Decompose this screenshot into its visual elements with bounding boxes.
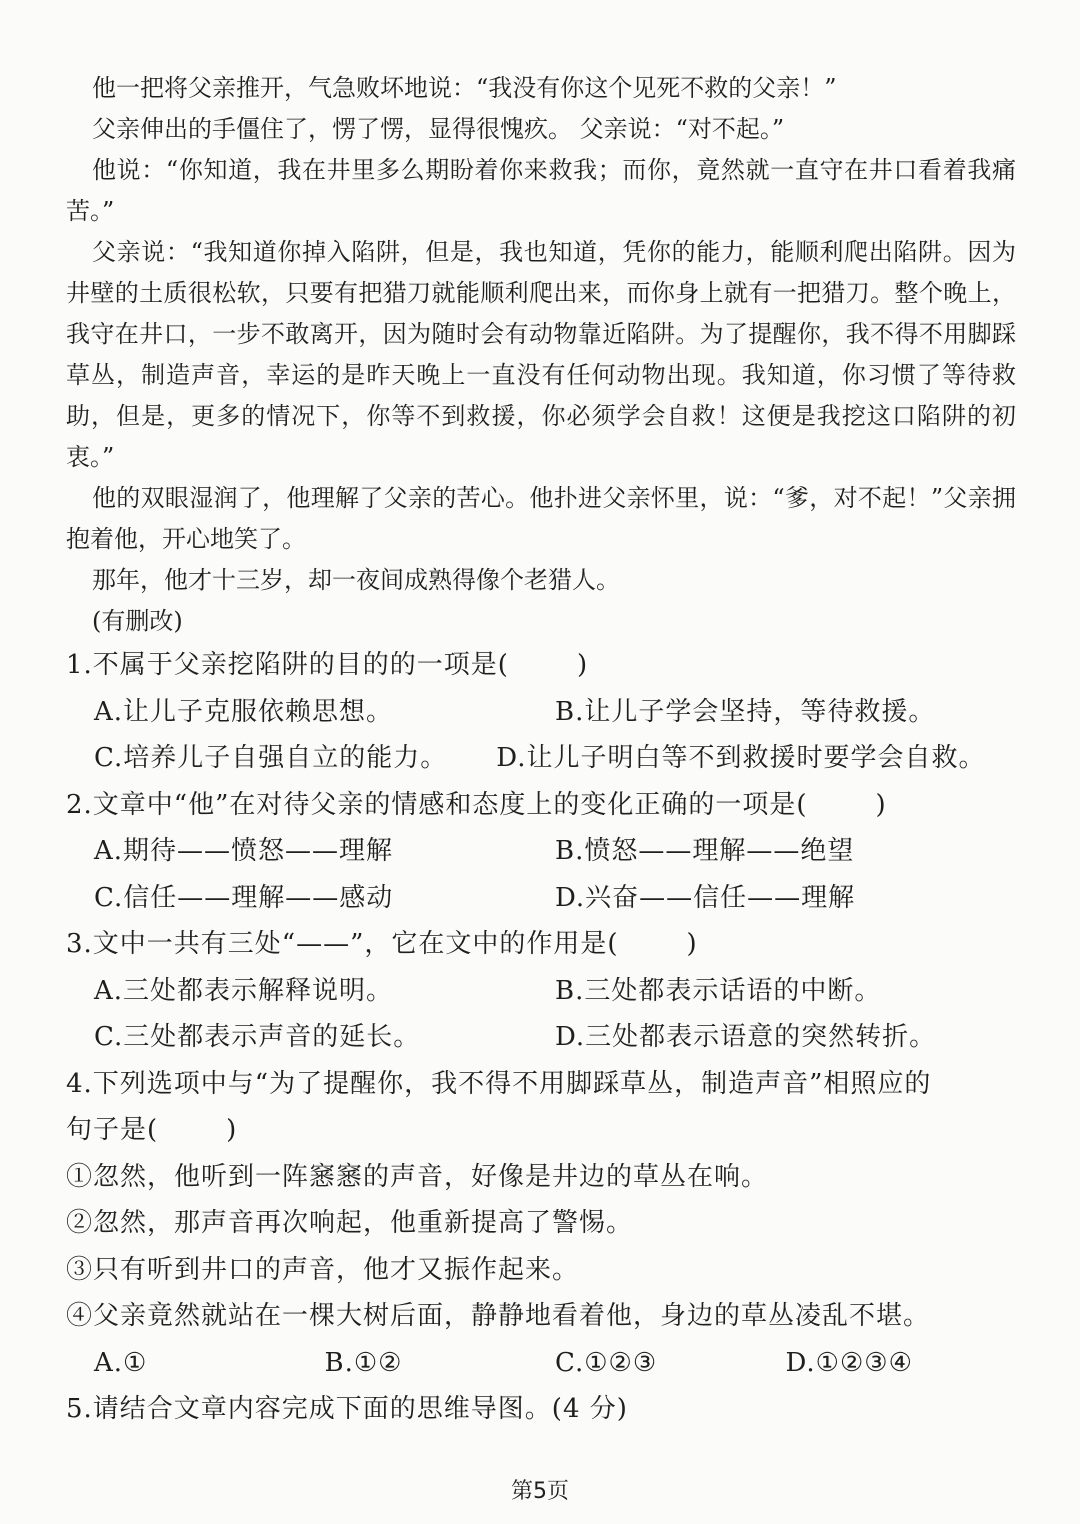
question-4-options: [66, 1340, 1016, 1387]
question-3-stem: 3.文中一共有三处“——”，它在文中的作用是( ): [66, 929, 698, 959]
question-1-options: [66, 735, 1016, 782]
option-a: A.期待——愤怒——理解: [94, 836, 394, 866]
passage-paragraph: 父亲说：“我知道你掉入陷阱，但是，我也知道，凭你的能力，能顺利爬出陷阱。因为井壁的土质很松软，只要有把猎刀就能顺利爬出来，而你身上就有一把猎刀。整个晚上，我守在井口，一步不敢离开，因为随时会有动物靠近陷阱。为了提醒你，我不得不用脚踩草丛，制造声音，幸运的是昨天晚上一直没有任何动物出现。我知道，你习惯了等待救助，但是，更多的情况下，你等不到救援，你必须学会自救！这便是我挖这口陷阱的初衷。”: [66, 238, 1016, 471]
option-b: B.①②: [324, 1347, 403, 1378]
question-4-sentence: ②忽然，那声音再次响起，他重新提高了警惕。: [66, 1208, 634, 1238]
option-d: D.让儿子明白等不到救援时要学会自救。: [496, 743, 986, 773]
passage-paragraph: 他的双眼湿润了，他理解了父亲的苦心。他扑进父亲怀里，说：“爹，对不起！”父亲拥抱着他，开心地笑了。: [66, 484, 1016, 553]
option-b: B.三处都表示话语的中断。: [555, 975, 882, 1006]
option-b: B.让儿子学会坚持，等待救援。: [555, 696, 936, 727]
passage-paragraph: 他一把将父亲推开，气急败坏地说：“我没有你这个见死不救的父亲！”: [92, 74, 837, 102]
question-5-stem: 5.请结合文章内容完成下面的思维导图。(4 分): [66, 1394, 628, 1424]
passage-paragraph: 父亲伸出的手僵住了，愣了愣，显得很愧疚。 父亲说：“对不起。”: [92, 115, 785, 143]
option-b: B.愤怒——理解——绝望: [555, 836, 855, 866]
passage-paragraph: 他说：“你知道，我在井里多么期盼着你来救我；而你，竟然就一直守在井口看着我痛苦。”: [66, 156, 1016, 225]
option-c: C.三处都表示声音的延长。: [94, 1022, 421, 1052]
option-a: A.三处都表示解释说明。: [94, 975, 394, 1006]
question-4-sentence: ④父亲竟然就站在一棵大树后面，静静地看着他，身边的草丛凌乱不堪。: [66, 1301, 931, 1331]
question-4-stem: 4.下列选项中与“为了提醒你，我不得不用脚踩草丛，制造声音”相照应的: [66, 1068, 932, 1099]
question-1-stem: 1.不属于父亲挖陷阱的目的的一项是( ): [66, 650, 589, 680]
option-c: C.培养儿子自强自立的能力。: [94, 743, 448, 773]
question-2-options: [66, 828, 1016, 875]
option-d: D.①②③④: [785, 1347, 913, 1378]
question-4-sentence: ③只有听到井口的声音，他才又振作起来。: [66, 1254, 580, 1285]
passage-paragraph: 那年，他才十三岁，却一夜间成熟得像个老猎人。: [92, 566, 620, 594]
option-d: D.兴奋——信任——理解: [555, 882, 856, 913]
question-4-stem-continued: 句子是( ): [66, 1115, 238, 1145]
option-d: D.三处都表示语意的突然转折。: [555, 1022, 937, 1052]
source-note: (有删改): [92, 607, 183, 635]
page-number: 第5页: [511, 1479, 569, 1504]
question-3-options: [66, 1014, 1016, 1061]
option-c: C.①②③: [555, 1347, 658, 1378]
question-3-options: [66, 968, 1016, 1015]
question-4-sentence: ①忽然，他听到一阵窸窸的声音，好像是井边的草丛在响。: [66, 1161, 769, 1192]
option-c: C.信任——理解——感动: [94, 882, 394, 913]
option-a: A.①: [94, 1347, 148, 1378]
question-list: [66, 642, 1016, 1433]
option-a: A.让儿子克服依赖思想。: [94, 696, 394, 727]
reading-passage: [66, 68, 1016, 642]
question-1-options: [66, 689, 1016, 736]
question-2-options: [66, 875, 1016, 922]
question-2-stem: 2.文章中“他”在对待父亲的情感和态度上的变化正确的一项是( ): [66, 789, 887, 820]
